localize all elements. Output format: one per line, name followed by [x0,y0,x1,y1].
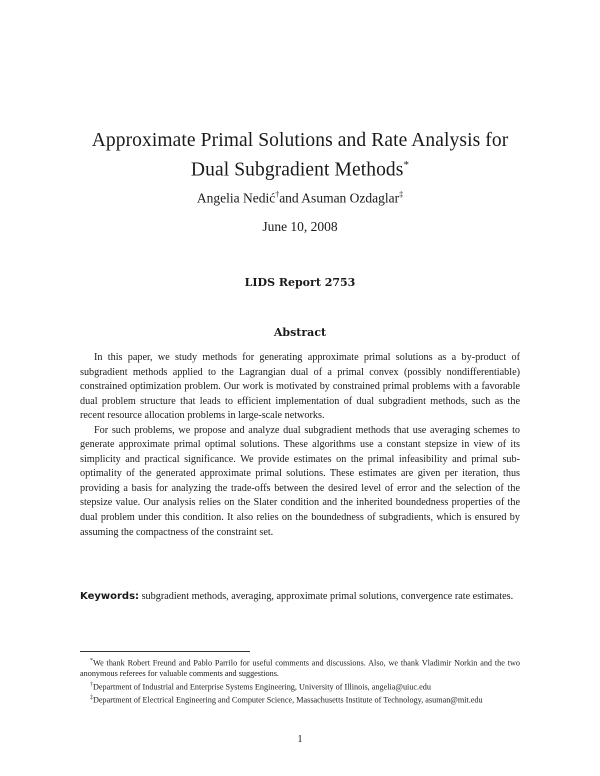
footnote-2-text: Department of Industrial and Enterprise Systems Engineering, University of Illinois, angelia@uiuc.edu [93,682,431,692]
author-list [40,190,560,207]
footnote-3-text: Department of Electrical Engineering and Computer Science, Massachusetts Institute of Technology, asuman@mit.edu [93,695,483,705]
footnote-divider [80,651,250,652]
title-line-1: Approximate Primal Solutions and Rate Analysis for [91,130,509,151]
author-name-1: Angelia Nedić [196,190,276,206]
author-name-2: and Asuman Ozdaglar [279,190,400,206]
keywords-text: subgradient methods, averaging, approximate primal solutions, convergence rate estimates. [139,591,514,602]
title-line-2: Dual Subgradient Methods [190,159,404,181]
page-number: 1 [297,734,303,745]
abstract-body [80,351,520,540]
footnote-1 [80,656,520,680]
footnote-3-mark: ‡ [90,695,93,702]
abstract-paragraph-1: In this paper, we study methods for generating approximate primal solutions as a by-product of subgradient methods applied to the Lagrangian dual of a primal convex (possibly nondifferentiable) constrained optimization problem. Our work is motivated by constrained primal problems with a favorable dual problem structure that leads to efficient implementation of dual subgradient methods, such as the recent resource allocation problems in large-scale networks. [80,352,520,422]
title-footnote-mark: * [403,159,410,171]
footnote-2 [80,680,520,693]
keywords-label: Keywords: [80,591,140,602]
keywords [80,590,520,605]
footnote-2-mark: † [90,681,93,688]
footnote-1-mark: * [90,658,93,664]
footnotes [80,656,520,707]
footnote-1-text: We thank Robert Freund and Pablo Parrilo for useful comments and discussions. Also, we thank Vladimir Norkin and the two anonymous referees for valuable comments and suggestions. [80,658,520,679]
author-2-footnote-mark: ‡ [399,190,404,199]
footnote-3 [80,693,520,706]
author-1-footnote-mark: † [275,190,280,199]
paper-title [40,128,560,183]
abstract-heading: Abstract [273,326,327,339]
abstract-paragraph-2: For such problems, we propose and analyze dual subgradient methods that use averaging schemes to generate approximate primal optimal solutions. These algorithms use a constant stepsize in view of its simplicity and practical significance. We provide estimates on the primal infeasibility and primal sub-optimality of the generated approximate primal solutions. These estimates are given per iteration, thus providing a basis for analyzing the trade-offs between the desired level of error and the selection of the stepsize value. Our analysis relies on the Slater condition and the inherited boundedness properties of the dual problem under this condition. It also relies on the boundedness of subgradients, which is ensured by assuming the compactness of the constraint set. [80,424,520,538]
publication-date: June 10, 2008 [262,219,338,234]
report-number: LIDS Report 2753 [244,276,356,289]
